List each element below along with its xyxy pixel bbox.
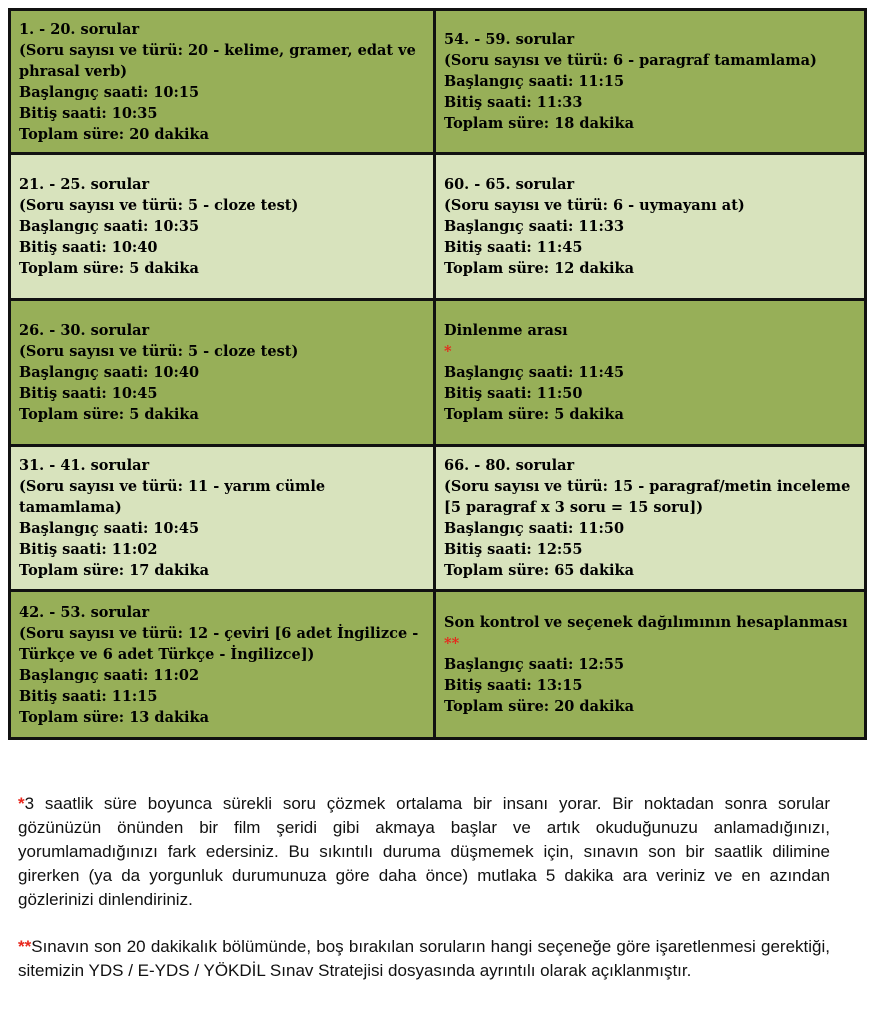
cell-line: Toplam süre: 13 dakika [19, 708, 209, 726]
rest-break-cell [433, 298, 867, 447]
schedule-cell [8, 298, 436, 447]
cell-line: Toplam süre: 18 dakika [444, 115, 634, 132]
cell-line: (Soru sayısı ve türü: 6 - uymayanı at) [444, 197, 745, 214]
cell-line: Başlangıç saati: 10:15 [19, 83, 200, 101]
cell-line: (Soru sayısı ve türü: 5 - cloze test) [19, 343, 299, 360]
footnote-final-check [18, 935, 830, 983]
cell-line: Başlangıç saati: 10:35 [19, 218, 200, 235]
cell-line: Bitiş saati: 10:45 [19, 385, 158, 402]
footnote-rest-break [18, 792, 830, 912]
cell-line: Bitiş saati: 11:02 [19, 541, 158, 558]
footnote-text: 3 saatlik süre boyunca sürekli soru çözmek ortalama bir insanı yorar. Bir noktadan sonra sorular gözünüzün önünden bir film şeridi gibi akmaya başlar ve artık okuduğunuzu anlamadığınızı, yorumlamadığınızı fark edersiniz. Bu sıkıntılı duruma düşmemek için, sınavın son bir saatlik dilimine girerken (ya da yorgunluk durumunuza göre daha önce) mutlaka 5 dakika ara veriniz ve en azından gözlerinizi dinlendiriniz. [18, 794, 830, 909]
cell-line: Toplam süre: 5 dakika [19, 260, 199, 277]
final-check-cell [433, 589, 867, 740]
schedule-cell [433, 8, 867, 155]
cell-heading: 66. - 80. sorular [444, 457, 575, 474]
cell-heading: 26. - 30. sorular [19, 322, 150, 339]
schedule-cell [8, 152, 436, 301]
cell-line: Başlangıç saati: 11:02 [19, 666, 200, 684]
cell-line: Başlangıç saati: 10:45 [19, 520, 200, 537]
schedule-cell [433, 444, 867, 592]
cell-line: Toplam süre: 17 dakika [19, 562, 209, 579]
cell-line: (Soru sayısı ve türü: 12 - çeviri [6 adet İngilizce - Türkçe ve 6 adet Türkçe - İngilizce]) [19, 624, 419, 663]
footnote-marker: * [18, 794, 25, 813]
cell-line: Başlangıç saati: 12:55 [444, 656, 625, 673]
cell-line: Bitiş saati: 11:50 [444, 385, 583, 402]
cell-line: Toplam süre: 5 dakika [444, 406, 624, 423]
schedule-cell [433, 152, 867, 301]
footnote-text: Sınavın son 20 dakikalık bölümünde, boş bırakılan soruların hangi seçeneğe göre işaretlenmesi gerektiği, sitemizin YDS / E-YDS / YÖKDİL Sınav Stratejisi dosyasında ayrıntılı olarak açıklanmıştır. [18, 937, 830, 980]
footnotes [18, 792, 830, 1006]
footnote-marker: * [444, 343, 452, 360]
schedule-cell [8, 8, 436, 155]
cell-line: Bitiş saati: 12:55 [444, 541, 583, 558]
cell-line: Toplam süre: 12 dakika [444, 260, 634, 277]
cell-line: (Soru sayısı ve türü: 15 - paragraf/metin inceleme [5 paragraf x 3 soru = 15 soru]) [444, 478, 851, 516]
cell-line: Bitiş saati: 11:15 [19, 687, 158, 705]
cell-line: (Soru sayısı ve türü: 11 - yarım cümle tamamlama) [19, 478, 326, 516]
cell-line: Toplam süre: 20 dakika [444, 698, 634, 715]
cell-line: Başlangıç saati: 11:15 [444, 73, 625, 90]
cell-line: Başlangıç saati: 10:40 [19, 364, 200, 381]
cell-line: Bitiş saati: 10:40 [19, 239, 158, 256]
cell-line: Bitiş saati: 10:35 [19, 104, 158, 122]
cell-line: Toplam süre: 5 dakika [19, 406, 199, 423]
cell-heading: Dinlenme arası [444, 322, 568, 339]
footnote-marker: ** [18, 937, 32, 956]
cell-heading: 60. - 65. sorular [444, 176, 575, 193]
cell-heading: 31. - 41. sorular [19, 457, 150, 474]
schedule-cell [8, 589, 436, 740]
schedule-table [8, 8, 867, 740]
cell-line: Başlangıç saati: 11:33 [444, 218, 625, 235]
cell-line: Başlangıç saati: 11:45 [444, 364, 625, 381]
cell-heading: 54. - 59. sorular [444, 31, 575, 48]
cell-heading: 21. - 25. sorular [19, 176, 150, 193]
cell-heading: 42. - 53. sorular [19, 603, 150, 621]
cell-heading: 1. - 20. sorular [19, 20, 140, 38]
cell-line: Bitiş saati: 11:45 [444, 239, 583, 256]
cell-heading: Son kontrol ve seçenek dağılımının hesaplanması [444, 614, 848, 631]
cell-line: (Soru sayısı ve türü: 20 - kelime, gramer, edat ve phrasal verb) [19, 41, 416, 80]
footnote-marker: ** [444, 635, 460, 652]
cell-line: Toplam süre: 20 dakika [19, 125, 209, 143]
cell-line: Bitiş saati: 11:33 [444, 94, 583, 111]
cell-line: Başlangıç saati: 11:50 [444, 520, 625, 537]
cell-line: Bitiş saati: 13:15 [444, 677, 583, 694]
cell-line: Toplam süre: 65 dakika [444, 562, 634, 579]
cell-line: (Soru sayısı ve türü: 5 - cloze test) [19, 197, 299, 214]
schedule-cell [8, 444, 436, 592]
cell-line: (Soru sayısı ve türü: 6 - paragraf tamamlama) [444, 52, 817, 69]
